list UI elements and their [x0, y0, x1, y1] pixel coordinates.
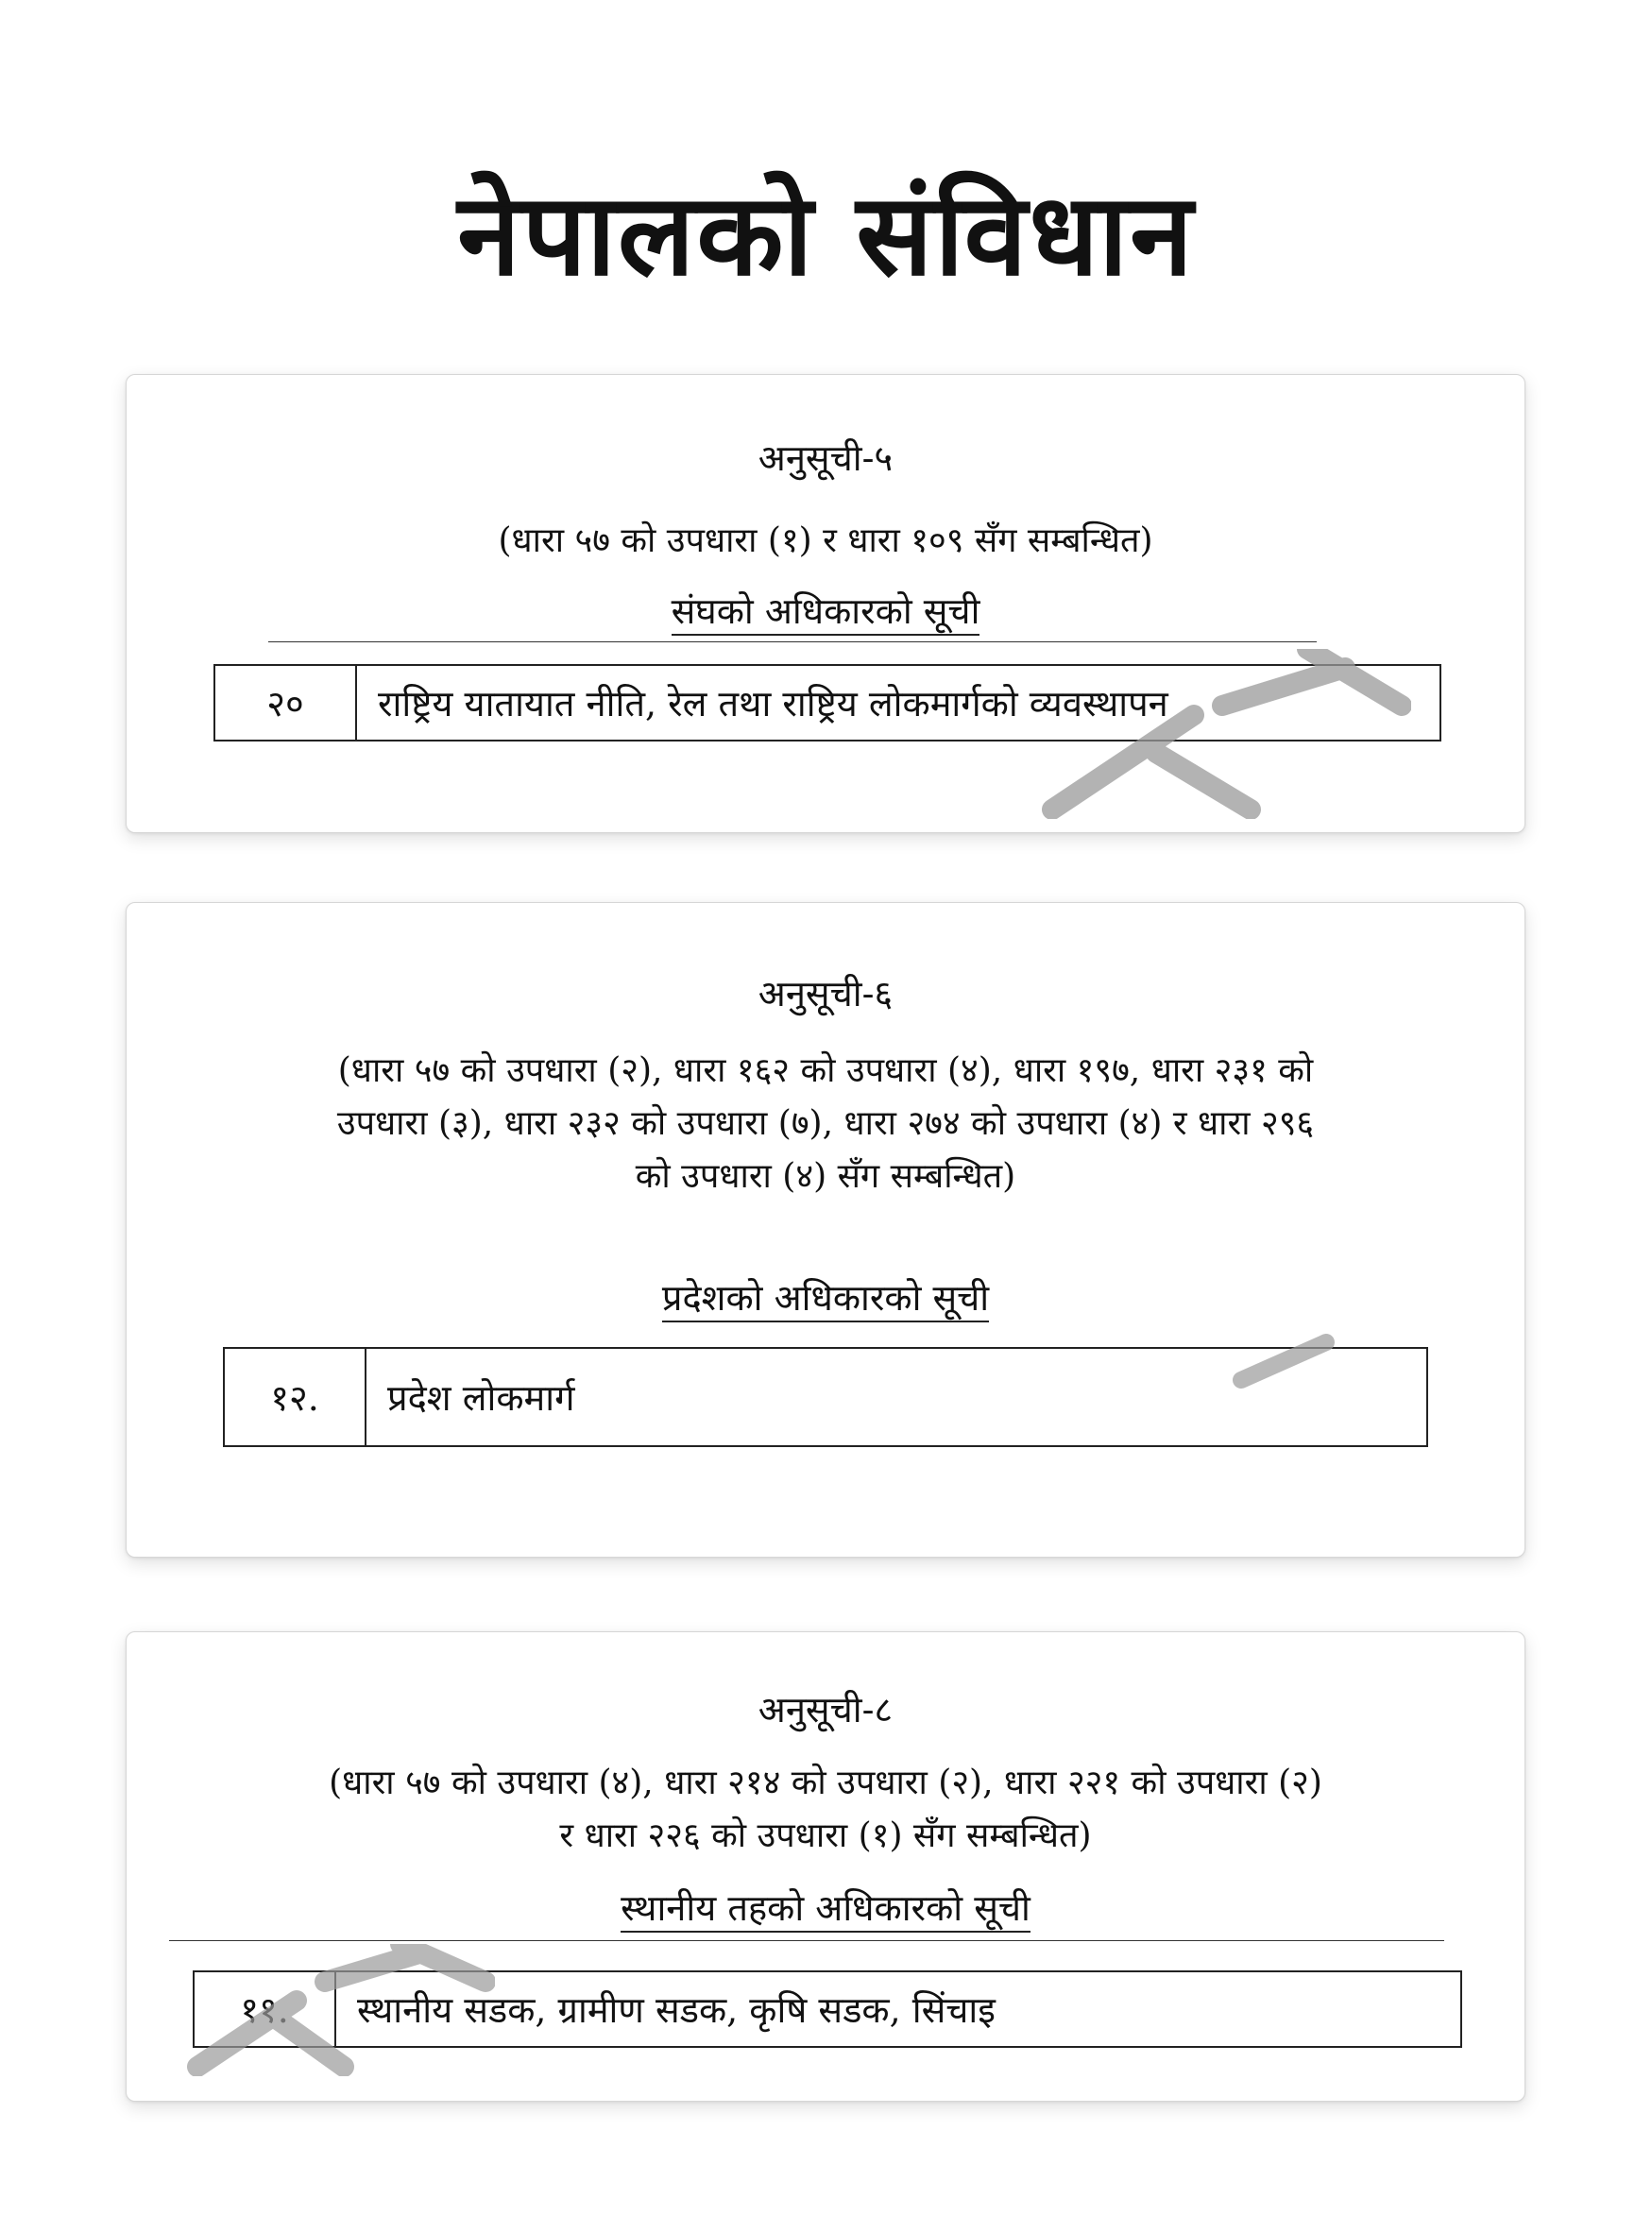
divider: [268, 641, 1317, 642]
reference-line: (धारा ५७ को उपधारा (४), धारा २१४ को उपधारा (२), धारा २२१ को उपधारा (२): [329, 1764, 1322, 1802]
row-number: १२.: [225, 1349, 366, 1445]
row-text: प्रदेश लोकमार्ग: [387, 1377, 575, 1419]
reference-text: [127, 515, 1524, 568]
reference-line: (धारा ५७ को उपधारा (२), धारा १६२ को उपधारा (४), धारा १९७, धारा २३१ को: [337, 1051, 1314, 1090]
page-title: नेपालको संविधान: [457, 170, 1195, 301]
divider: [169, 1940, 1444, 1941]
list-row: [213, 664, 1441, 741]
list-title: प्रदेशको अधिकारको सूची: [127, 1273, 1524, 1322]
schedule-5-card: [126, 374, 1525, 833]
list-row: [193, 1970, 1462, 2048]
row-text: राष्ट्रिय यातायात नीति, रेल तथा राष्ट्रिय लोकमार्गको व्यवस्थापन: [378, 683, 1168, 724]
list-title: स्थानीय तहको अधिकारको सूची: [127, 1884, 1524, 1933]
list-title: संघको अधिकारको सूची: [127, 587, 1524, 636]
schedule-heading: अनुसूची-८: [758, 1689, 894, 1730]
schedule-heading: अनुसूची-५: [758, 437, 894, 479]
row-number: ११.: [195, 1972, 336, 2046]
reference-line: र धारा २२६ को उपधारा (१) सँग सम्बन्धित): [559, 1816, 1092, 1855]
reference-text: [174, 1757, 1477, 1863]
schedule-6-card: [126, 902, 1525, 1558]
list-row: [223, 1347, 1428, 1447]
row-number: २०: [215, 666, 357, 740]
reference-line: उपधारा (३), धारा २३२ को उपधारा (७), धारा २७४ को उपधारा (४) र धारा २९६: [336, 1104, 1315, 1143]
reference-line: (धारा ५७ को उपधारा (१) र धारा १०९ सँग सम्बन्धित): [498, 521, 1153, 560]
row-text: स्थानीय सडक, ग्रामीण सडक, कृषि सडक, सिंचाइ: [357, 1989, 996, 2031]
schedule-8-card: [126, 1631, 1525, 2102]
reference-text: [183, 1045, 1468, 1203]
schedule-heading: अनुसूची-६: [758, 973, 894, 1014]
reference-line: को उपधारा (४) सँग सम्बन्धित): [635, 1157, 1016, 1196]
